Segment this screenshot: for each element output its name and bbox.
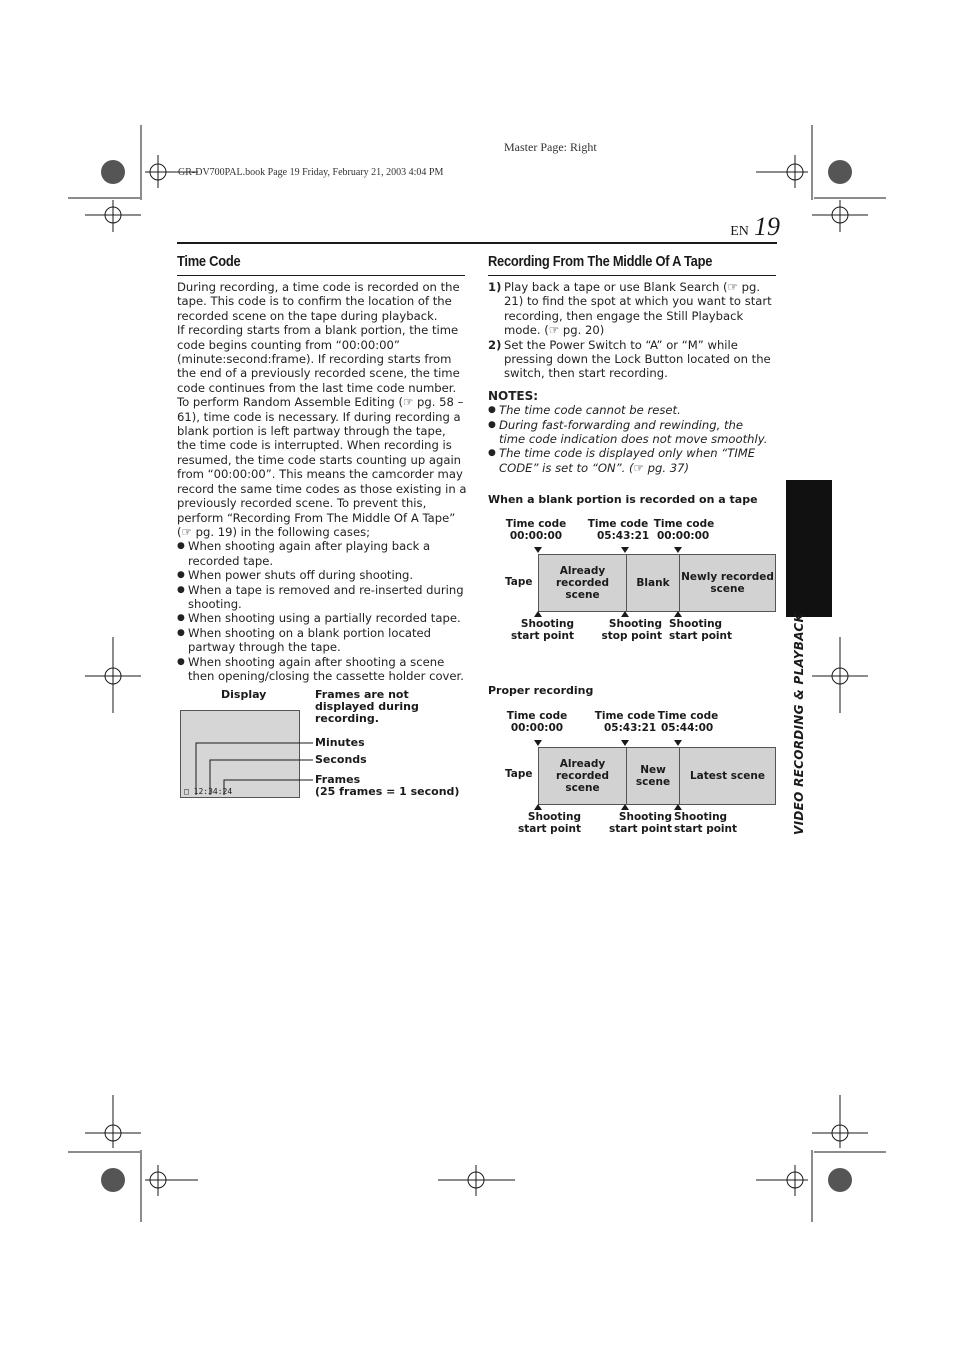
timecode-label: Time code 05:44:00 xyxy=(657,710,719,734)
tape-segment: Blank xyxy=(627,555,680,611)
list-item: ● When power shuts off during shooting. xyxy=(177,568,467,582)
shooting-point-label: Shooting start point xyxy=(669,618,733,642)
timecode-label: Time code 00:00:00 xyxy=(506,710,568,734)
minutes-label: Minutes xyxy=(315,736,365,749)
tape-bar xyxy=(538,554,776,612)
shooting-point-label: Shooting stop point xyxy=(601,618,662,642)
arrow-marker xyxy=(534,804,542,810)
arrow-marker xyxy=(621,804,629,810)
frames-label: Frames xyxy=(315,773,361,786)
header-rule xyxy=(177,242,777,244)
seconds-label: Seconds xyxy=(315,753,367,766)
notes-title: NOTES: xyxy=(488,388,539,403)
steps-text xyxy=(488,280,772,475)
list-item: ● When shooting again after playing back a recorded tape. xyxy=(177,539,467,568)
left-title-rule xyxy=(177,275,465,276)
book-info-line: GR-DV700PAL.book Page 19 Friday, February 21, 2003 4:04 PM xyxy=(178,167,444,178)
tape-segment: Newly recorded scene xyxy=(681,571,774,595)
side-tab-marker xyxy=(786,480,832,617)
arrow-marker xyxy=(534,740,542,746)
frames-per-second-note: (25 frames = 1 second) xyxy=(315,785,460,798)
arrow-marker xyxy=(674,740,682,746)
display-callout-lines xyxy=(180,735,320,800)
shooting-point-label: Shooting start point xyxy=(608,811,672,835)
page-number: 19 xyxy=(754,212,780,241)
arrow-marker xyxy=(621,611,629,617)
language-code: EN xyxy=(730,224,749,239)
paragraph: During recording, a time code is recorded on the tape. This code is to confirm the location of the recorded scene on the tape during playback. xyxy=(177,280,460,323)
side-tab-label: VIDEO RECORDING & PLAYBACK xyxy=(792,612,806,835)
note-item: ● During fast-forwarding and rewinding, the time code indication does not move smoothly. xyxy=(488,418,772,447)
tape-segment: Already recorded scene xyxy=(539,748,627,804)
arrow-marker xyxy=(534,611,542,617)
arrow-marker xyxy=(674,547,682,553)
tape-label: Tape xyxy=(505,576,533,588)
tape-segment: New scene xyxy=(627,748,680,804)
arrow-marker xyxy=(621,740,629,746)
arrow-marker xyxy=(534,547,542,553)
list-item: ● When shooting on a blank portion located partway through the tape. xyxy=(177,626,467,655)
timecode-label: Time code 00:00:00 xyxy=(505,518,567,542)
master-page-label: Master Page: Right xyxy=(504,140,597,154)
diagram1-title: When a blank portion is recorded on a tape xyxy=(488,493,758,506)
timecode-label: Time code 05:43:21 xyxy=(594,710,657,734)
shooting-point-label: Shooting start point xyxy=(510,618,574,642)
arrow-marker xyxy=(621,547,629,553)
section-title-recording-middle: Recording From The Middle Of A Tape xyxy=(488,253,713,270)
timecode-label: Time code 05:43:21 xyxy=(587,518,650,542)
tape-label: Tape xyxy=(505,768,533,780)
tape-segment: Latest scene xyxy=(689,770,766,782)
section-title-time-code: Time Code xyxy=(177,253,241,270)
tape-segment: Already recorded scene xyxy=(539,555,627,611)
note-item: ● The time code cannot be reset. xyxy=(488,403,772,417)
tape-bar xyxy=(538,747,776,805)
diagram2-title: Proper recording xyxy=(488,684,594,697)
shooting-point-label: Shooting start point xyxy=(517,811,581,835)
note-item: ● The time code is displayed only when “TIME CODE” is set to “ON”. (☞ pg. 37) xyxy=(488,446,772,475)
lcd-time-code: □ 12:34:24 xyxy=(184,787,233,796)
right-title-rule xyxy=(488,275,776,276)
paragraph: To perform Random Assemble Editing (☞ pg. 58 – 61), time code is necessary. If during recording a blank portion is left partway through the tape, the time code is interrupted. When recording is resumed, the time code starts counting up again from “00:00:00”. This means the camcorder may record the same time codes as those existing in a previously recorded scene. To prevent this, perform “Recording From The Middle Of A Tape” (☞ pg. 19) in the following cases; xyxy=(177,395,467,539)
paragraph: If recording starts from a blank portion, the time code begins counting from “00:00:00” (minute:second:frame). If recording starts from the end of a previously recorded scene, the time code continues from the last time code number. xyxy=(177,323,460,395)
frames-note: Frames are not displayed during recording. xyxy=(315,688,419,725)
time-code-text xyxy=(177,280,467,683)
shooting-point-label: Shooting start point xyxy=(674,811,738,835)
page-header xyxy=(720,212,780,242)
list-item: ● When a tape is removed and re-inserted during shooting. xyxy=(177,583,467,612)
step-item: 2) Set the Power Switch to “A” or “M” while pressing down the Lock Button located on the switch, then start recording. xyxy=(488,337,771,381)
step-item: 1) Play back a tape or use Blank Search (☞ pg. 21) to find the spot at which you want to start recording, then engage the Still Playback mode. (☞ pg. 20) xyxy=(488,280,772,338)
arrow-marker xyxy=(674,804,682,810)
timecode-label: Time code 00:00:00 xyxy=(653,518,715,542)
arrow-marker xyxy=(674,611,682,617)
list-item: ● When shooting using a partially recorded tape. xyxy=(177,611,467,625)
display-label: Display xyxy=(221,688,267,701)
list-item: ● When shooting again after shooting a scene then opening/closing the cassette holder cover. xyxy=(177,655,467,684)
